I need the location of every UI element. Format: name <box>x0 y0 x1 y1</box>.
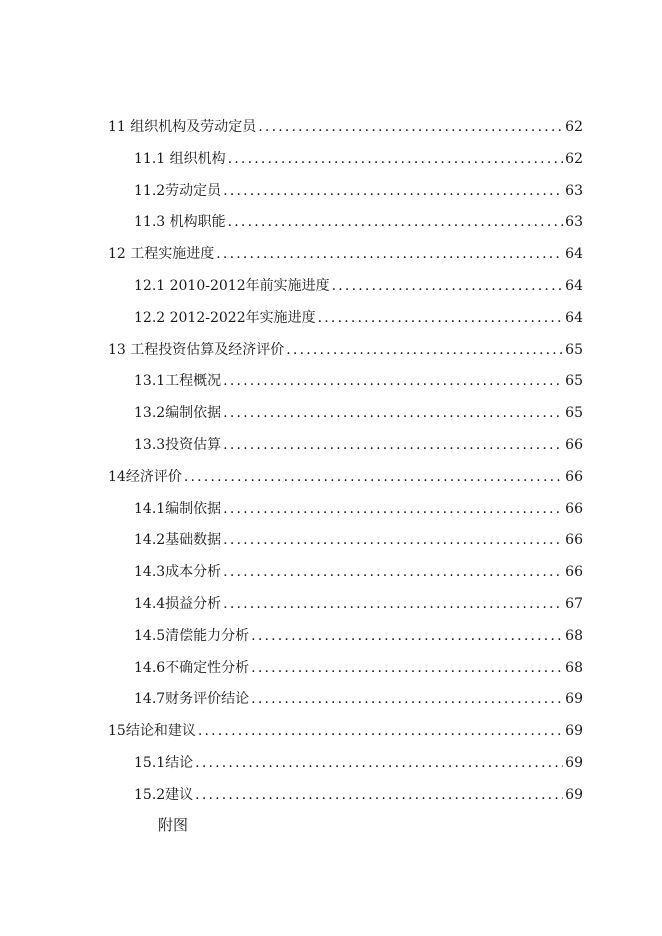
toc-leader-dots <box>318 307 564 329</box>
toc-entry-page-number: 68 <box>565 659 583 676</box>
toc-entry-label: 13.3投资估算 <box>134 437 222 453</box>
toc-entry-page-number: 66 <box>565 564 583 581</box>
toc-entry[interactable] <box>134 275 583 297</box>
toc-leader-dots <box>223 529 563 551</box>
toc-entry[interactable] <box>108 720 583 742</box>
toc-entry[interactable] <box>134 148 583 170</box>
toc-leader-dots <box>195 752 563 774</box>
toc-entry-label: 14.1编制依据 <box>134 500 222 517</box>
toc-entry[interactable] <box>108 466 583 488</box>
toc-entry[interactable] <box>134 402 583 424</box>
toc-entry-page-number: 65 <box>565 405 583 422</box>
toc-entry[interactable] <box>134 752 583 774</box>
toc-entry[interactable] <box>134 561 583 583</box>
toc-leader-dots <box>223 180 563 202</box>
toc-entry[interactable] <box>108 243 583 265</box>
toc-leader-dots <box>195 784 563 806</box>
toc-entry-label: 11.1 组织机构 <box>134 150 226 167</box>
toc-entry[interactable] <box>134 784 583 806</box>
toc-entry-page-number: 63 <box>565 214 583 231</box>
toc-leader-dots <box>286 339 563 361</box>
toc-leader-dots <box>223 561 563 583</box>
toc-entry-page-number: 64 <box>565 309 583 326</box>
toc-entry[interactable] <box>134 498 583 520</box>
toc-entry-label: 11.2劳动定员 <box>134 182 222 199</box>
toc-entry-page-number: 67 <box>565 596 583 612</box>
toc-leader-dots <box>251 657 563 679</box>
toc-entry-page-number: 62 <box>565 119 583 135</box>
toc-entry-page-number: 64 <box>565 246 583 263</box>
toc-entry-page-number: 65 <box>565 373 583 390</box>
toc-entry-label: 14.5清偿能力分析 <box>134 627 250 644</box>
toc-entry-page-number: 69 <box>565 755 583 771</box>
toc-entry-page-number: 66 <box>565 500 583 517</box>
toc-entry[interactable] <box>134 625 583 647</box>
toc-entry[interactable] <box>134 657 583 679</box>
toc-entry-page-number: 66 <box>565 468 583 485</box>
toc-leader-dots <box>223 370 563 392</box>
toc-leader-dots <box>228 148 564 170</box>
toc-entry-label: 12.1 2010-2012年前实施进度 <box>134 278 330 294</box>
toc-leader-dots <box>251 625 563 647</box>
toc-leader-dots <box>223 593 563 615</box>
toc-entry-label: 14.6不确定性分析 <box>134 659 250 676</box>
toc-entry-label: 12.2 2012-2022年实施进度 <box>134 309 316 326</box>
toc-entry-page-number: 66 <box>565 437 583 453</box>
toc-leader-dots <box>216 243 563 265</box>
toc-leader-dots <box>184 466 563 488</box>
toc-entry[interactable] <box>134 688 583 710</box>
toc-entry[interactable] <box>134 593 583 615</box>
toc-leader-dots <box>228 211 564 233</box>
toc-entry-label: 13.2编制依据 <box>134 405 222 422</box>
toc-entry-label: 11 组织机构及劳动定员 <box>108 119 257 135</box>
toc-leader-dots <box>198 720 563 742</box>
toc-entry-page-number: 64 <box>565 278 583 294</box>
toc-entry-label: 14.4损益分析 <box>134 596 222 612</box>
toc-entry-label: 14.7财务评价结论 <box>134 691 250 708</box>
toc-entry-label: 13.1工程概况 <box>134 373 222 390</box>
toc-entry-page-number: 63 <box>565 182 583 199</box>
toc-entry-page-number: 62 <box>565 150 583 167</box>
toc-leader-dots <box>251 688 563 710</box>
toc-entry-label: 14.3成本分析 <box>134 564 222 581</box>
toc-entry-label: 14.2基础数据 <box>134 532 222 549</box>
toc-leader-dots <box>258 116 563 138</box>
appendix-heading: 附图 <box>158 816 189 834</box>
toc-entry[interactable] <box>108 116 583 138</box>
toc-leader-dots <box>223 498 563 520</box>
toc-entry-page-number: 69 <box>565 723 583 740</box>
toc-entry[interactable] <box>134 370 583 392</box>
toc-entry[interactable] <box>134 529 583 551</box>
toc-entry-label: 12 工程实施进度 <box>108 246 215 263</box>
toc-entry[interactable] <box>134 434 583 456</box>
toc-entry-label: 15.2建议 <box>134 786 194 803</box>
toc-entry-page-number: 68 <box>565 627 583 644</box>
toc-entry-label: 11.3 机构职能 <box>134 214 226 231</box>
toc-entry[interactable] <box>108 339 583 361</box>
toc-entry[interactable] <box>134 180 583 202</box>
toc-entry-label: 15.1结论 <box>134 755 194 771</box>
toc-entry-label: 14经济评价 <box>108 468 182 485</box>
toc-leader-dots <box>332 275 564 297</box>
toc-entry-page-number: 69 <box>565 786 583 803</box>
toc-entry-label: 13 工程投资估算及经济评价 <box>108 341 285 358</box>
toc-entry[interactable] <box>134 307 583 329</box>
toc-entry-page-number: 65 <box>565 341 583 358</box>
toc-leader-dots <box>223 434 563 456</box>
toc-entry-page-number: 66 <box>565 532 583 549</box>
toc-entry-label: 15结论和建议 <box>108 723 196 740</box>
toc-entry[interactable] <box>134 211 583 233</box>
toc-leader-dots <box>223 402 563 424</box>
toc-entry-page-number: 69 <box>565 691 583 708</box>
